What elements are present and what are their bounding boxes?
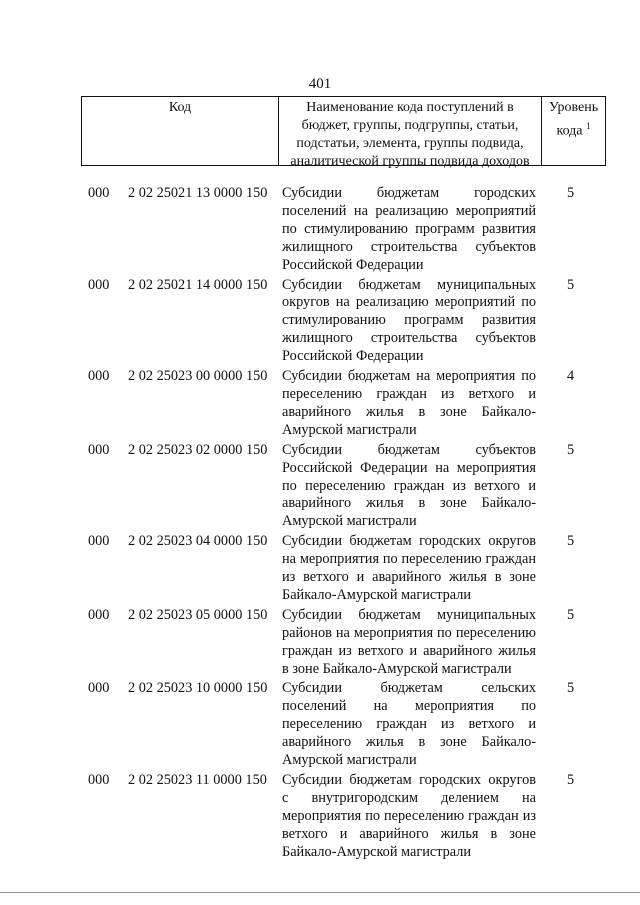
desc-line: по переселению граждан из ветхого и xyxy=(282,477,536,494)
budget-code: 2 02 25023 10 0000 150 xyxy=(128,680,268,697)
header-level-line1: Уровень xyxy=(548,100,599,115)
desc-line: Российской Федерации на мероприятия xyxy=(282,459,536,476)
code-level: 5 xyxy=(567,441,575,458)
desc-line: Байкало-Амурской магистрали xyxy=(282,843,472,860)
desc-line: Субсидии бюджетам субъектов xyxy=(282,441,536,458)
desc-line: Амурской магистрали xyxy=(282,421,417,438)
desc-line: жилищного строительства субъектов xyxy=(282,330,536,347)
desc-line: Амурской магистрали xyxy=(282,513,417,530)
header-level xyxy=(542,97,605,165)
desc-line: мероприятия по переселению граждан из xyxy=(282,807,536,824)
desc-line: аварийного жилья в зоне Байкало- xyxy=(282,403,536,420)
page-number: 401 xyxy=(308,76,332,92)
desc-line: с внутригородским делением на xyxy=(282,789,536,806)
header-level-line2 xyxy=(542,117,605,141)
table-row xyxy=(0,368,640,440)
budget-code: 2 02 25023 00 0000 150 xyxy=(128,368,268,385)
desc-line: ветхого и аварийного жилья в зоне xyxy=(282,825,536,842)
desc-line: Субсидии бюджетам муниципальных xyxy=(282,606,536,623)
table-row xyxy=(0,772,640,862)
header-name-line: подстатьи, элемента, группы подвида, xyxy=(296,136,524,151)
header-name-line: Наименование кода поступлений в xyxy=(306,100,514,115)
budget-code: 2 02 25021 14 0000 150 xyxy=(128,276,268,293)
code-level: 5 xyxy=(567,680,575,697)
admin-code: 000 xyxy=(88,680,110,697)
budget-code: 2 02 25023 02 0000 150 xyxy=(128,441,268,458)
header-name-line: бюджет, группы, подгруппы, статьи, xyxy=(301,118,519,133)
budget-code: 2 02 25021 13 0000 150 xyxy=(128,185,268,201)
budget-code: 2 02 25023 04 0000 150 xyxy=(128,533,268,550)
table-row xyxy=(0,607,640,679)
header-name-line: аналитической группы подвида доходов xyxy=(290,154,530,169)
desc-line: в зоне Байкало-Амурской магистрали xyxy=(282,660,512,677)
desc-line: переселению граждан из ветхого и xyxy=(282,385,536,402)
table-row xyxy=(0,680,640,770)
budget-code: 2 02 25023 05 0000 150 xyxy=(128,606,268,623)
code-level: 5 xyxy=(567,185,575,201)
desc-line: поселений на мероприятия по xyxy=(282,698,536,715)
row-description xyxy=(282,607,536,679)
table-header xyxy=(81,96,606,169)
code-level: 5 xyxy=(567,772,575,788)
desc-line: Субсидии бюджетам на мероприятия по xyxy=(282,368,536,385)
admin-code: 000 xyxy=(88,606,110,623)
row-description xyxy=(282,368,536,440)
row-description xyxy=(282,442,536,532)
desc-line: округов на реализацию мероприятий по xyxy=(282,294,536,311)
code-level: 4 xyxy=(567,368,575,385)
desc-line: Российской Федерации xyxy=(282,348,424,365)
desc-line: граждан из ветхого и аварийного жилья xyxy=(282,642,536,659)
code-level: 5 xyxy=(567,606,575,623)
code-level: 5 xyxy=(567,276,575,293)
page-edge-line xyxy=(0,892,640,893)
desc-line: по стимулированию программ развития xyxy=(282,220,536,237)
desc-line: переселению граждан из ветхого и xyxy=(282,716,536,733)
desc-line: Субсидии бюджетам городских округов xyxy=(282,772,536,788)
header-code: Код xyxy=(82,97,279,165)
row-description xyxy=(282,533,536,605)
desc-line: Российской Федерации xyxy=(282,256,424,273)
header-level-label: кода xyxy=(556,123,583,139)
table-row xyxy=(0,185,640,275)
desc-line: аварийного жилья в зоне Байкало- xyxy=(282,495,536,512)
footnote-marker: 1 xyxy=(586,121,591,131)
admin-code: 000 xyxy=(88,772,110,788)
desc-line: поселений на реализацию мероприятий xyxy=(282,202,536,219)
admin-code: 000 xyxy=(88,276,110,293)
desc-line: из ветхого и аварийного жилья в зоне xyxy=(282,569,536,586)
table-body xyxy=(0,185,640,864)
budget-code: 2 02 25023 11 0000 150 xyxy=(128,772,267,788)
desc-line: Субсидии бюджетам сельских xyxy=(282,680,536,697)
table-row xyxy=(0,277,640,367)
admin-code: 000 xyxy=(88,368,110,385)
desc-line: на мероприятия по переселению граждан xyxy=(282,551,536,568)
admin-code: 000 xyxy=(88,185,110,201)
desc-line: жилищного строительства субъектов xyxy=(282,238,536,255)
row-description xyxy=(282,185,536,275)
desc-line: Байкало-Амурской магистрали xyxy=(282,586,472,603)
code-level: 5 xyxy=(567,533,575,550)
desc-line: Амурской магистрали xyxy=(282,752,417,769)
row-description xyxy=(282,277,536,367)
desc-line: районов на мероприятия по переселению xyxy=(282,624,536,641)
table-row xyxy=(0,442,640,532)
header-name xyxy=(279,97,542,169)
desc-line: стимулированию программ развития xyxy=(282,312,536,329)
desc-line: Субсидии бюджетам городских округов xyxy=(282,533,536,550)
table-row xyxy=(0,533,640,605)
admin-code: 000 xyxy=(88,441,110,458)
row-description xyxy=(282,680,536,770)
desc-line: Субсидии бюджетам городских xyxy=(282,185,536,201)
desc-line: Субсидии бюджетам муниципальных xyxy=(282,276,536,293)
admin-code: 000 xyxy=(88,533,110,550)
row-description xyxy=(282,772,536,862)
desc-line: аварийного жилья в зоне Байкало- xyxy=(282,734,536,751)
